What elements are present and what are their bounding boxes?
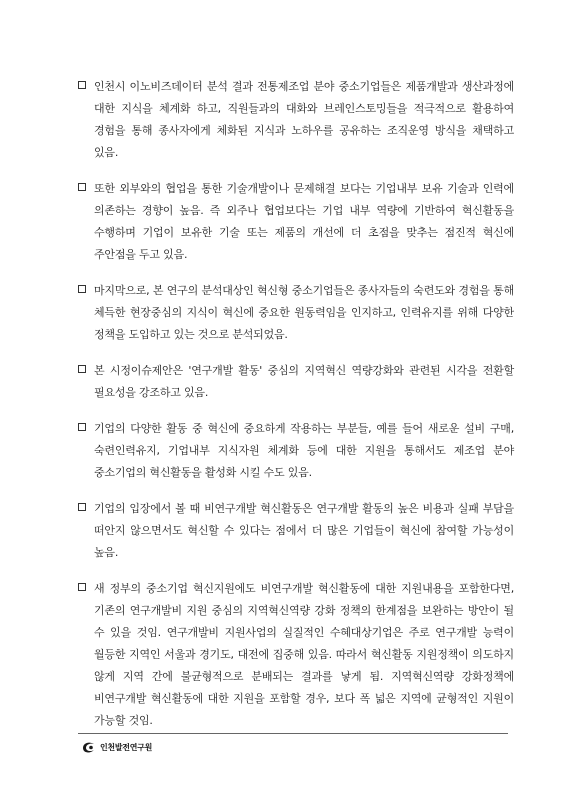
bullet-text: 또한 외부와의 협업을 통한 기술개발이나 문제해결 보다는 기업내부 보유 기술과 인력에 의존하는 경향이 높음. 즉 외주나 협업보다는 기업 내부 역량에 기반하여 혁신활동을 수행하며 기업이 보유한 기술 또는 제품의 개선에 더 초점을 맞추는 점진적 혁신에 주안점을 두고 있음. (94, 182, 514, 261)
checkbox-bullet-icon (78, 503, 86, 511)
bullet-item (78, 178, 514, 266)
bullet-text: 인천시 이노비즈데이터 분석 결과 전통제조업 분야 중소기업들은 제품개발과 생산과정에 대한 지식을 체계화 하고, 직원들과의 대화와 브레인스토밍들을 적극적으로 활용하여 경험을 통해 종사자에게 체화된 지식과 노하우를 공유하는 조직운영 방식을 채택하고 있음. (94, 80, 514, 159)
bullet-text: 마지막으로, 본 연구의 분석대상인 혁신형 중소기업들은 종사자들의 숙련도와 경험을 통해 체득한 현장중심의 지식이 혁신에 중요한 원동력임을 인지하고, 인력유지를 위해 다양한 정책을 도입하고 있는 것으로 분석되었음. (94, 284, 514, 341)
checkbox-bullet-icon (78, 183, 86, 191)
footer-logo (82, 741, 152, 753)
bullet-text: 기업의 입장에서 볼 때 비연구개발 혁신활동은 연구개발 활동의 높은 비용과 실패 부담을 떠안지 않으면서도 혁신할 수 있다는 점에서 더 많은 기업들이 혁신에 참여할 가능성이 높음. (94, 502, 514, 559)
bullet-item (78, 360, 514, 404)
institute-logo-icon (82, 741, 96, 753)
institute-name: 인천발전연구원 (100, 742, 152, 752)
bullet-item (78, 578, 514, 732)
bullet-item (78, 418, 514, 484)
checkbox-bullet-icon (78, 285, 86, 293)
checkbox-bullet-icon (78, 583, 86, 591)
checkbox-bullet-icon (78, 81, 86, 89)
bullet-item (78, 498, 514, 564)
bullet-list (78, 76, 514, 746)
bullet-text: 새 정부의 중소기업 혁신지원에도 비연구개발 혁신활동에 대한 지원내용을 포함한다면, 기존의 연구개발비 지원 중심의 지역혁신역량 강화 정책의 한계점을 보완하는 방안이 될 수 있을 것임. 연구개발비 지원사업의 실질적인 수혜대상기업은 주로 연구개발 능력이 월등한 지역인 서울과 경기도, 대전에 집중해 있음. 따라서 혁신활동 지원정책이 의도하지 않게 지역 간에 불균형적으로 분배되는 결과를 낳게 됨. 지역혁신역량 강화정책에 비연구개발 혁신활동에 대한 지원을 포함할 경우, 보다 폭 넓은 지역에 균형적인 지원이 가능할 것임. (94, 582, 514, 727)
checkbox-bullet-icon (78, 423, 86, 431)
bullet-item (78, 280, 514, 346)
bullet-item (78, 76, 514, 164)
bullet-text: 기업의 다양한 활동 중 혁신에 중요하게 작용하는 부분들, 예를 들어 새로운 설비 구매, 숙련인력유지, 기업내부 지식자원 체계화 등에 대한 지원을 통해서도 제조업 분야 중소기업의 혁신활동을 활성화 시킬 수도 있음. (94, 422, 514, 479)
footer-divider (78, 733, 508, 734)
checkbox-bullet-icon (78, 365, 86, 373)
bullet-text: 본 시정이슈제안은 '연구개발 활동' 중심의 지역혁신 역량강화와 관련된 시각을 전환할 필요성을 강조하고 있음. (94, 364, 514, 399)
